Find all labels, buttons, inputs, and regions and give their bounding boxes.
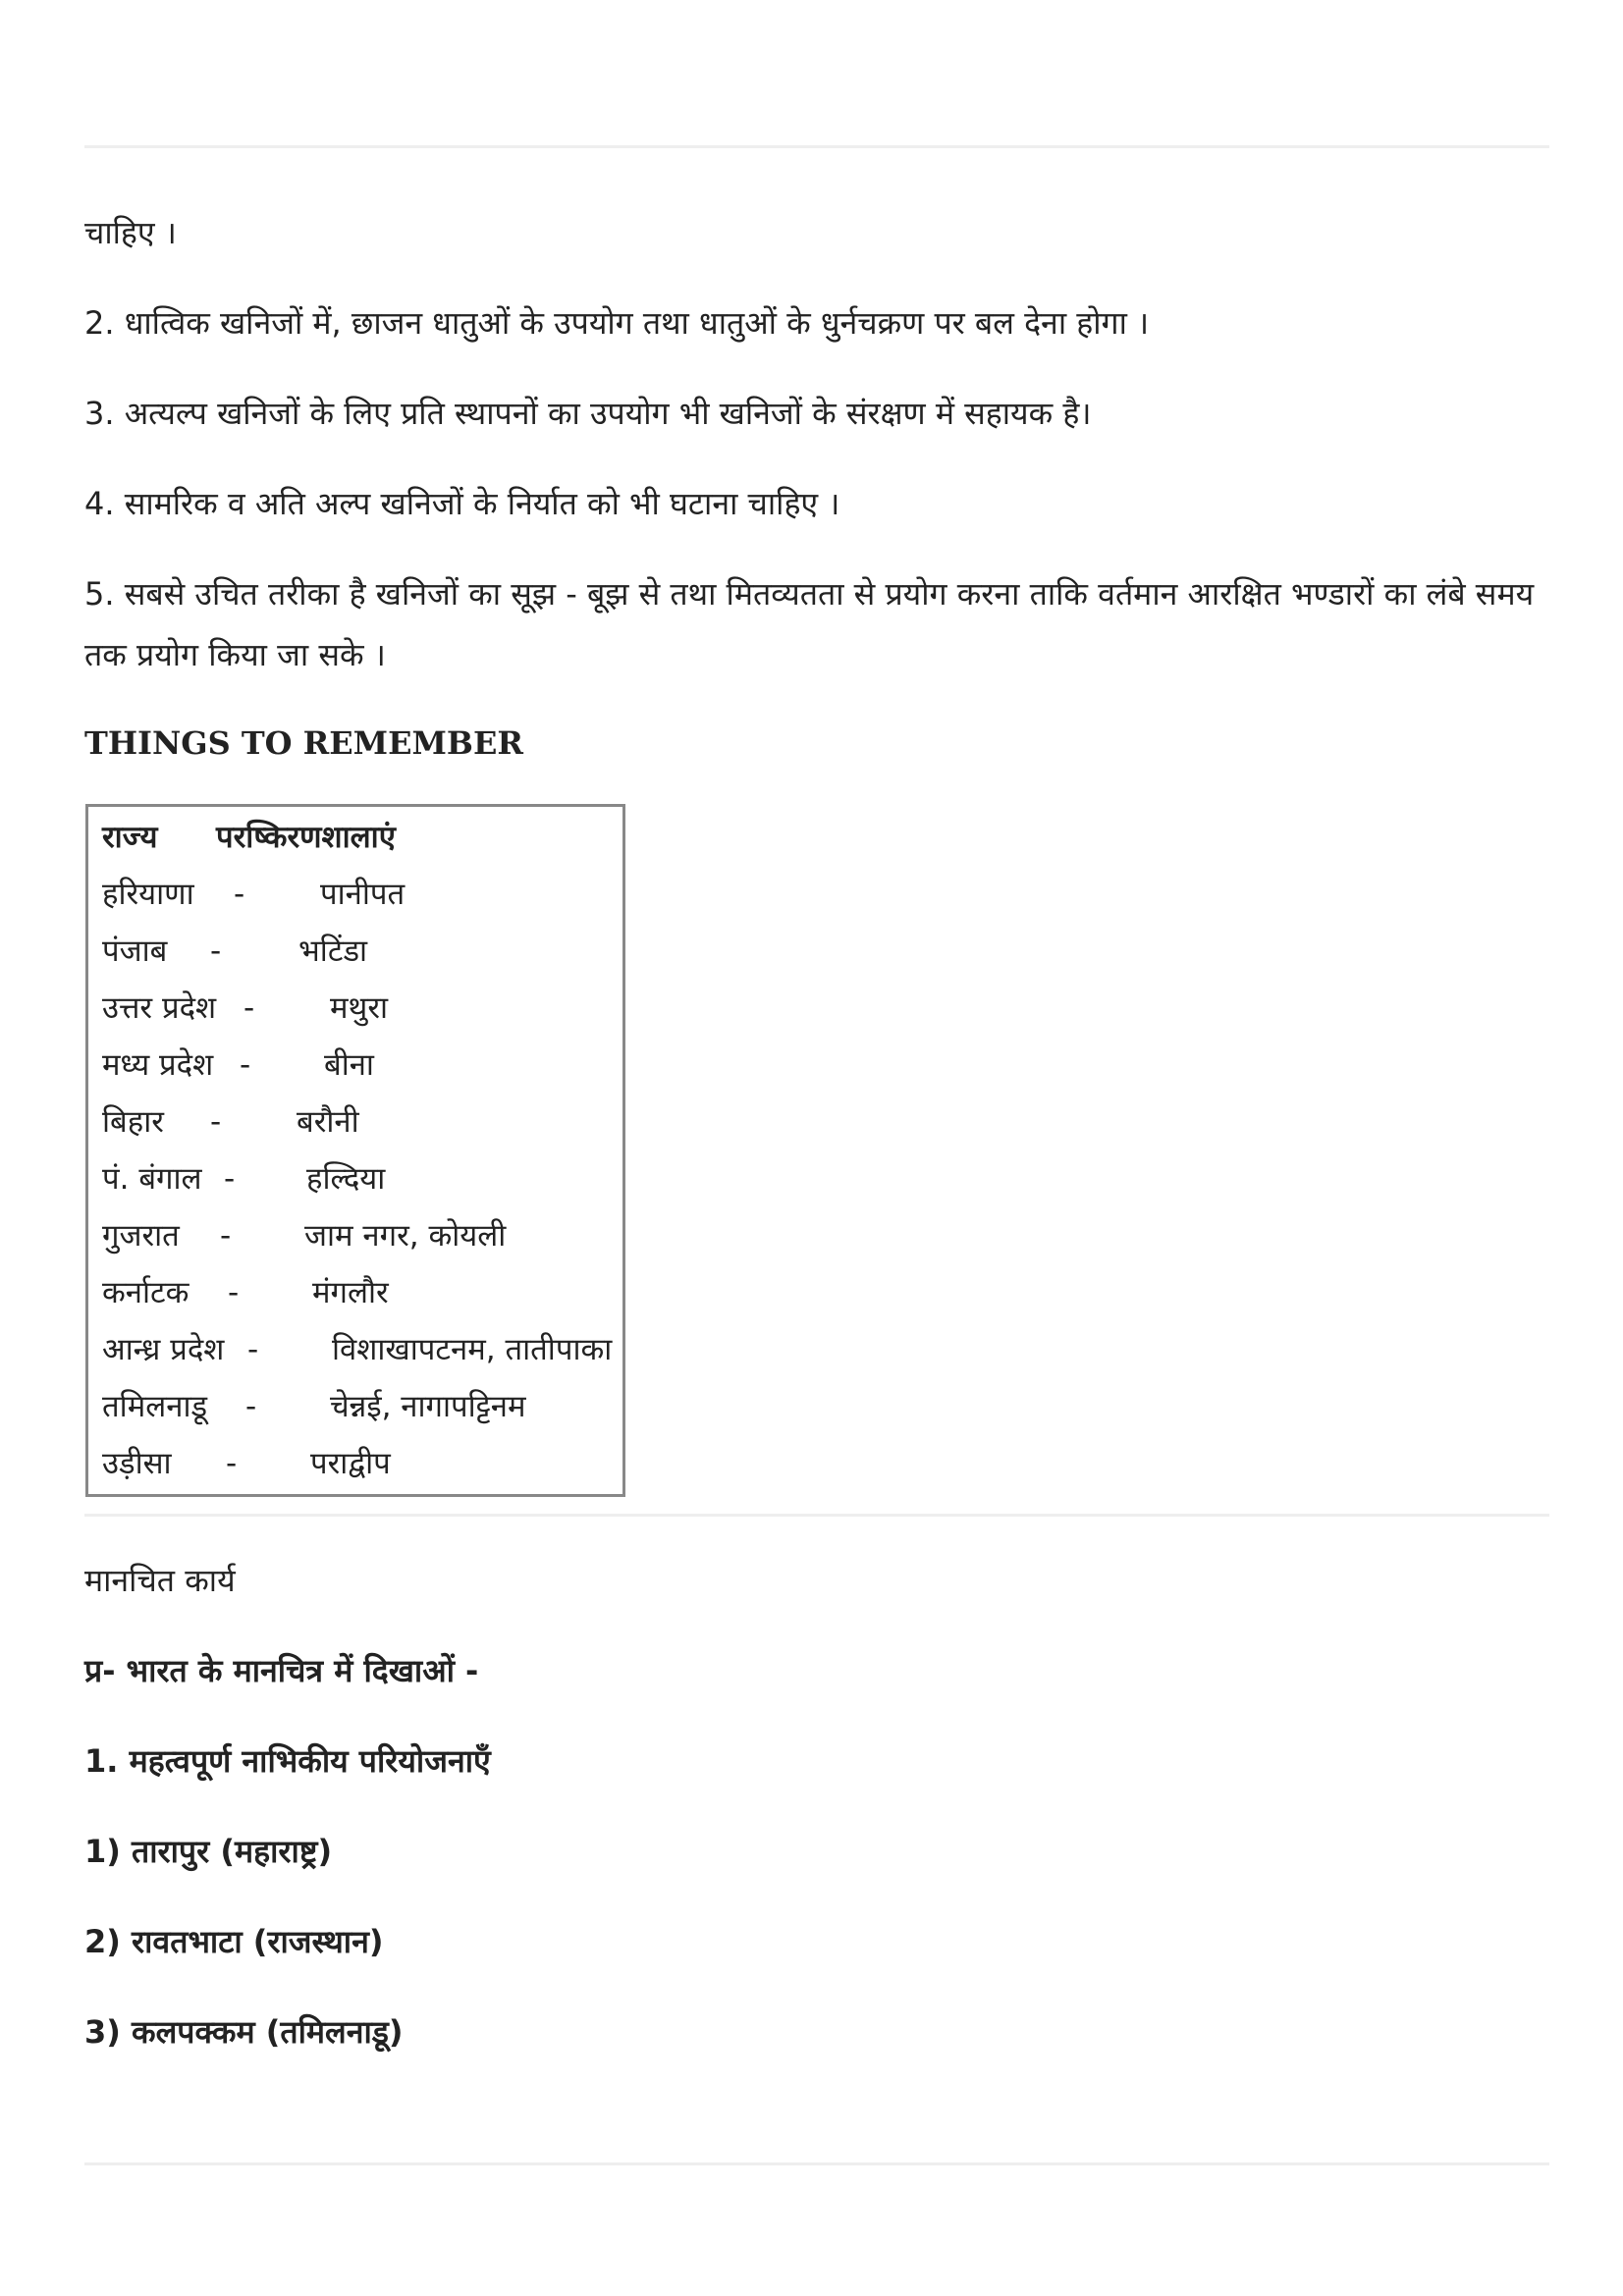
header-refinery: परष्किरणशालाएं [216, 820, 396, 855]
row-dash: - [220, 1218, 232, 1254]
row-city: बीना [324, 1047, 374, 1083]
text-paragraph-5: 5. सबसे उचित तरीका है खनिजों का सूझ - बूझ से तथा मितव्यतता से प्रयोग करना ताकि वर्तमान आरक्षित भण्डारों का लंबे समय तक प्रयोग किया जा सके । [84, 575, 1535, 673]
row-city: चेन्नई, नागापट्टिनम [330, 1389, 526, 1424]
row-state: तमिलनाडू [102, 1389, 208, 1424]
map-work-item: 2) रावतभाटा (राजस्थान) [84, 1923, 384, 1960]
row-dash: - [210, 934, 222, 969]
row-city: भटिंडा [298, 934, 368, 969]
row-dash: - [226, 1446, 238, 1481]
section-heading: THINGS TO REMEMBER [84, 724, 523, 762]
text-line-2: 2. धात्विक खनिजों में, छाजन धातुओं के उपयोग तथा धातुओं के धुर्नचक्रण पर बल देना होगा । [84, 304, 1150, 342]
map-work-item-heading: 1. महत्वपूर्ण नाभिकीय परियोजनाएँ [84, 1742, 491, 1780]
row-dash: - [234, 877, 245, 912]
row-city: मथुरा [330, 990, 389, 1026]
map-work-item: 3) कलपक्कम (तमिलनाडू) [84, 2013, 404, 2051]
top-divider [84, 145, 1549, 148]
map-work-question: प्र- भारत के मानचित्र में दिखाओं - [84, 1652, 479, 1689]
map-work-item: 1) तारापुर (महाराष्ट्र) [84, 1833, 333, 1870]
refinery-table [85, 804, 625, 1497]
text-line-1: चाहिए । [84, 214, 177, 251]
row-state: गुजरात [102, 1218, 180, 1254]
row-state: हरियाणा [102, 877, 194, 912]
row-state: मध्य प्रदेश [102, 1047, 214, 1083]
row-state: उत्तर प्रदेश [102, 990, 217, 1026]
row-dash: - [240, 1047, 251, 1083]
row-dash: - [243, 990, 255, 1026]
row-state: कर्नाटक [102, 1275, 189, 1310]
map-work-title: मानचित कार्य [84, 1562, 236, 1599]
row-dash: - [224, 1161, 236, 1197]
row-dash: - [228, 1275, 240, 1310]
row-state: पं. बंगाल [102, 1161, 202, 1197]
text-line-3: 3. अत्यल्प खनिजों के लिए प्रति स्थापनों का उपयोग भी खनिजों के संरक्षण में सहायक है। [84, 395, 1092, 432]
row-city: मंगलौर [312, 1275, 389, 1310]
row-city: जाम नगर, कोयली [304, 1218, 507, 1254]
row-state: आन्ध्र प्रदेश [102, 1332, 225, 1367]
row-city: पानीपत [320, 877, 406, 912]
row-city: बरौनी [297, 1104, 359, 1140]
row-state: उड़ीसा [102, 1446, 172, 1481]
row-dash: - [245, 1389, 257, 1424]
row-state: पंजाब [102, 934, 168, 969]
row-dash: - [247, 1332, 259, 1367]
row-city: विशाखापटनम, तातीपाका [332, 1332, 613, 1367]
row-city: पराद्वीप [310, 1446, 391, 1481]
row-dash: - [210, 1104, 222, 1140]
text-line-4: 4. सामरिक व अति अल्प खनिजों के निर्यात को भी घटाना चाहिए । [84, 485, 840, 522]
bottom-divider [84, 2163, 1549, 2165]
row-city: हल्दिया [306, 1161, 386, 1197]
middle-divider [84, 1514, 1549, 1517]
row-state: बिहार [102, 1104, 164, 1140]
header-state: राज्य [102, 820, 158, 855]
